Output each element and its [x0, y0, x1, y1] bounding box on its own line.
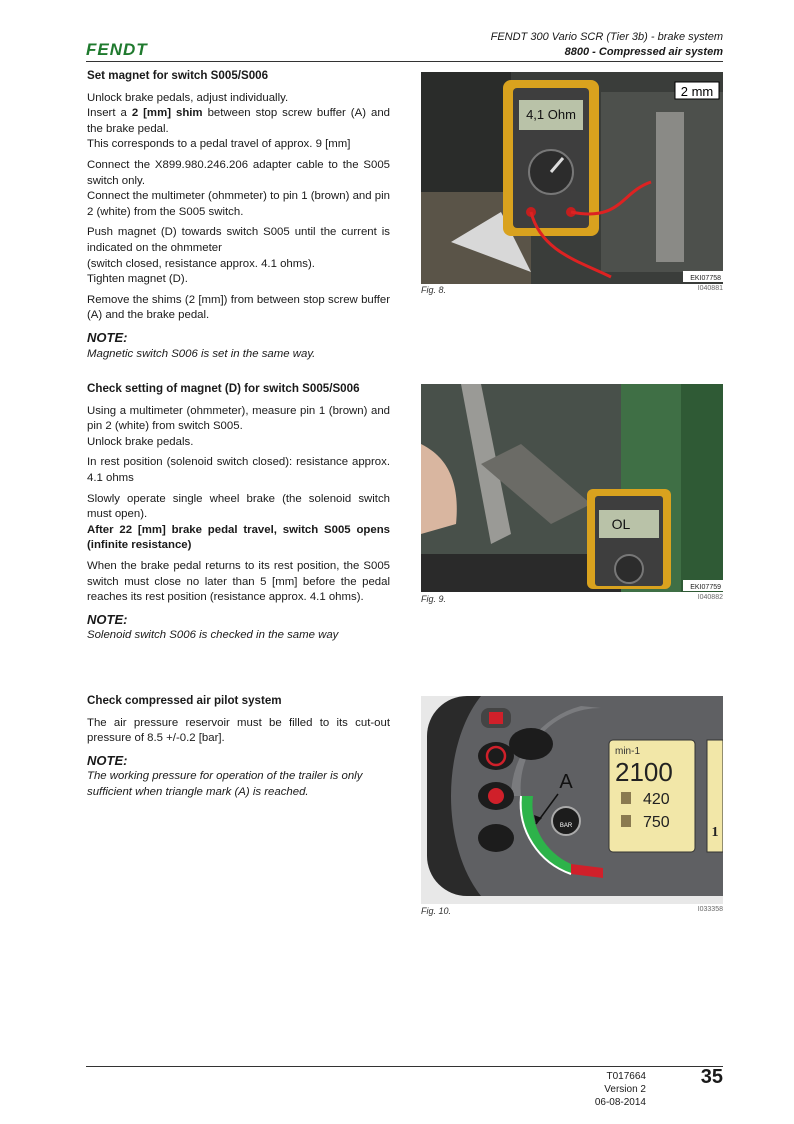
paragraph: This corresponds to a pedal travel of approx. 9 [mm]	[87, 138, 351, 151]
section-check-magnet	[87, 381, 390, 656]
svg-text:FENDT: FENDT	[86, 40, 148, 58]
page-number: 35	[700, 1066, 723, 1088]
paragraph: In rest position (solenoid switch closed): resistance approx. 4.1 ohms	[87, 456, 390, 484]
section-heading: Check setting of magnet (D) for switch S005/S006	[87, 382, 360, 395]
svg-text:2100: 2100	[615, 757, 673, 787]
paragraph: The air pressure reservoir must be filled to its cut-out pressure of 8.5 +/-0.2 [bar].	[87, 716, 390, 745]
paragraph: Connect the multimeter (ohmmeter) to pin 1 (brown) and pin 2 (white) from the S005 switch.	[87, 190, 390, 218]
svg-text:min-1: min-1	[615, 746, 641, 757]
figure-10-caption: Fig. 10.	[421, 906, 452, 916]
doc-version: Version 2	[604, 1084, 646, 1095]
paragraph: Unlock brake pedals.	[87, 435, 194, 448]
header-title: FENDT 300 Vario SCR (Tier 3b) - brake system	[490, 31, 723, 43]
paragraph: Tighten magnet (D).	[87, 273, 188, 286]
figure-8-photo	[421, 72, 723, 284]
footer-divider	[86, 1066, 723, 1067]
fendt-logo	[86, 40, 166, 58]
svg-text:1: 1	[711, 825, 719, 840]
note-text: Solenoid switch S006 is checked in the same way	[87, 629, 339, 642]
figure-9-caption: Fig. 9.	[421, 594, 447, 604]
section-heading: Check compressed air pilot system	[87, 694, 282, 707]
section-heading: Set magnet for switch S005/S006	[87, 69, 269, 82]
note-title: NOTE:	[87, 752, 128, 768]
paragraph: Using a multimeter (ohmmeter), measure pin 1 (brown) and pin 2 (white) from switch S005.	[87, 404, 390, 433]
paragraph: Insert a 2 [mm] shim between stop screw buffer (A) and the brake pedal.	[87, 107, 390, 135]
svg-text:BAR: BAR	[559, 823, 573, 829]
page-header	[491, 30, 723, 60]
note-text: The working pressure for operation of the trailer is only sufficient when triangle mark (A) is reached.	[87, 770, 363, 798]
note-title: NOTE:	[87, 611, 128, 627]
figure-10-id: I033358	[697, 906, 723, 913]
paragraph: Push magnet (D) towards switch S005 until the current is indicated on the ohmmeter	[87, 226, 390, 254]
doc-number: T017664	[606, 1071, 646, 1082]
section-set-magnet	[87, 68, 390, 374]
figure-8-id: I040881	[697, 285, 723, 292]
note-title: NOTE:	[87, 329, 128, 345]
header-subtitle: 8800 - Compressed air system	[564, 46, 723, 58]
svg-text:4,1 Ohm: 4,1 Ohm	[526, 107, 576, 122]
svg-text:EKI07759: EKI07759	[690, 584, 721, 591]
paragraph: (switch closed, resistance approx. 4.1 ohms).	[87, 257, 315, 270]
svg-text:750: 750	[643, 814, 670, 831]
paragraph-bold: After 22 [mm] brake pedal travel, switch S005 opens (infinite resistance)	[87, 523, 390, 552]
paragraph: Unlock brake pedals, adjust individually.	[87, 91, 289, 104]
section-check-pilot	[87, 693, 390, 813]
header-divider	[86, 61, 723, 62]
paragraph: Connect the X899.980.246.206 adapter cable to the S005 switch only.	[87, 158, 390, 187]
note-text: Magnetic switch S006 is set in the same way.	[87, 347, 316, 360]
figure-9-id: I040882	[697, 594, 723, 601]
svg-text:EKI07758: EKI07758	[690, 275, 721, 282]
figure-9-photo	[421, 384, 723, 592]
svg-text:420: 420	[643, 791, 670, 808]
paragraph: Slowly operate single wheel brake (the solenoid switch must open).	[87, 492, 390, 521]
figure-8-caption: Fig. 8.	[421, 285, 447, 295]
page-footer	[595, 1070, 646, 1109]
paragraph: When the brake pedal returns to its rest position, the S005 switch must close no later than 5 [mm] before the pedal reaches its rest position (resistance approx. 4.1 ohms).	[87, 559, 390, 604]
paragraph: Remove the shims (2 [mm]) from between stop screw buffer (A) and the brake pedal.	[87, 293, 390, 322]
svg-text:A: A	[559, 771, 573, 793]
doc-date: 06-08-2014	[594, 1097, 646, 1108]
svg-text:2 mm: 2 mm	[680, 84, 714, 99]
svg-text:OL: OL	[611, 516, 631, 532]
figure-10-dashboard	[421, 696, 723, 904]
